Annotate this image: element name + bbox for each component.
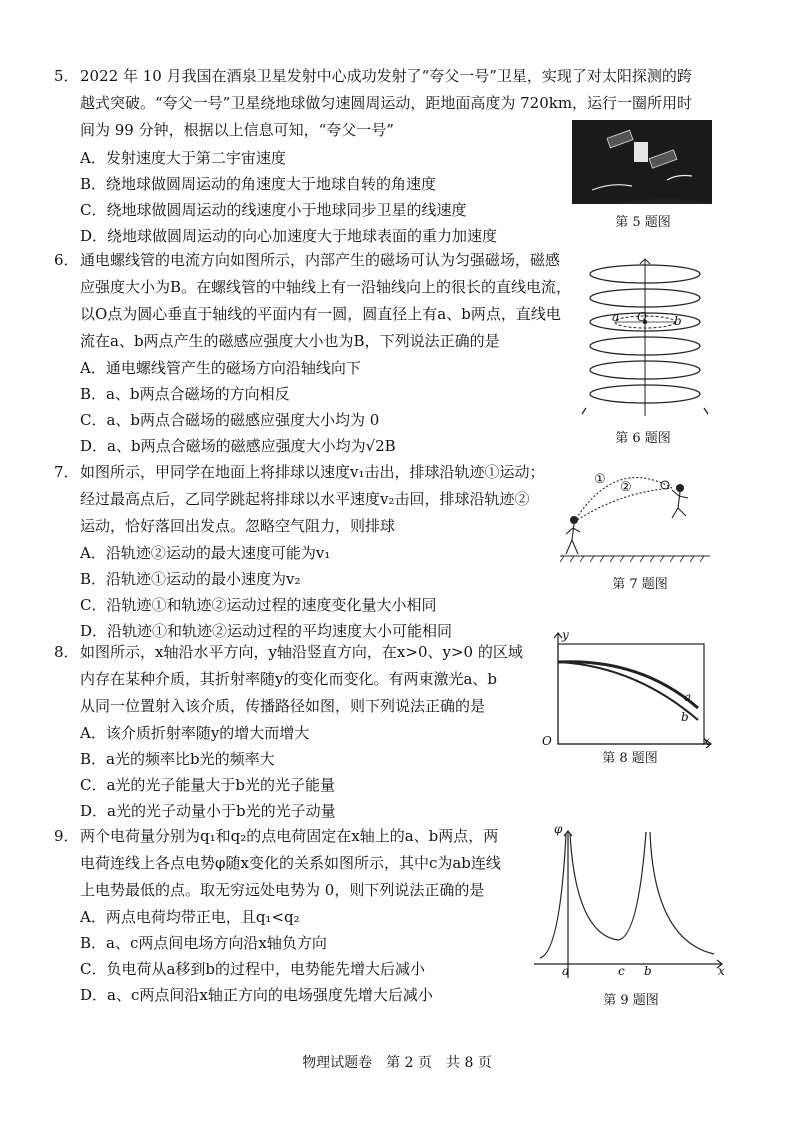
question-text-line: 从同一位置射入该介质，传播路径如图，则下列说法正确的是 — [80, 697, 486, 715]
question-text-line: 流在a、b两点产生的磁感应强度大小也为B，下列说法正确的是 — [80, 332, 500, 350]
question-number: 8． — [54, 643, 79, 661]
question-text-line: 如图所示，x轴沿水平方向，y轴沿竖直方向，在x>0、y>0 的区域 — [80, 643, 523, 661]
student-a-icon — [566, 517, 580, 555]
question-text-line: 应强度大小为B。在螺线管的中轴线上有一沿轴线向上的很长的直线电流， — [80, 278, 572, 296]
figure-8-caption: 第 8 题图 — [602, 751, 658, 766]
question-text-line: 内存在某种介质，其折射率随y的变化而变化。有两束激光a、b — [80, 670, 498, 688]
y-axis-label: y — [562, 628, 569, 642]
question-7 — [54, 460, 614, 642]
question-6 — [54, 248, 614, 460]
figure-5-caption: 第 5 题图 — [615, 215, 671, 230]
student-b-icon — [672, 485, 688, 519]
option-c: C．负电荷从a移到b的过程中，电势能先增大后减小 — [80, 960, 426, 978]
option-d: D．a、b两点合磁场的磁感应强度大小均为√2B — [80, 437, 396, 455]
point-o-label: O — [637, 310, 647, 324]
figure-9-caption: 第 9 题图 — [603, 993, 659, 1008]
question-text-line: 电荷连线上各点电势φ随x变化的关系如图所示，其中c为ab连线 — [80, 854, 501, 872]
point-a-label: a — [562, 964, 570, 978]
figure-9-potential-graph — [530, 822, 730, 982]
option-b: B．a、c两点间电场方向沿x轴负方向 — [80, 934, 327, 952]
point-b-label: b — [644, 964, 652, 978]
option-a: A．两点电荷均带正电，且q₁<q₂ — [80, 908, 300, 926]
question-8 — [54, 640, 614, 822]
option-c: C．a、b两点合磁场的磁感应强度大小均为 0 — [80, 411, 380, 429]
option-b: B．a、b两点合磁场的方向相反 — [80, 385, 290, 403]
option-c: C．沿轨迹①和轨迹②运动过程的速度变化量大小相同 — [80, 596, 437, 614]
figure-8-refraction — [540, 628, 715, 750]
point-c-label: c — [618, 964, 625, 978]
question-text-line: 运动，恰好落回出发点。忽略空气阻力，则排球 — [80, 517, 396, 535]
option-a: A．通电螺线管产生的磁场方向沿轴线向下 — [80, 359, 361, 377]
question-text-line: 越式突破。“夸父一号”卫星绕地球做匀速圆周运动，距地面高度为 720km，运行一圈所用时 — [80, 94, 693, 112]
option-d: D．a、c两点间沿x轴正方向的电场强度先增大后减小 — [80, 986, 433, 1004]
trajectory-2-label: ② — [620, 480, 632, 495]
point-a-label: a — [612, 310, 620, 324]
option-b: B．绕地球做圆周运动的角速度大于地球自转的角速度 — [80, 175, 437, 193]
question-text-line: 2022 年 10 月我国在酒泉卫星发射中心成功发射了“夸父一号”卫星，实现了对太阳探测的跨 — [80, 67, 692, 85]
question-text-line: 两个电荷量分别为q₁和q₂的点电荷固定在x轴上的a、b两点，两 — [80, 827, 499, 845]
x-axis-label: x — [703, 734, 710, 748]
figure-7-volleyball — [560, 468, 710, 568]
option-a: A．该介质折射率随y的增大而增大 — [80, 724, 310, 742]
question-text-line: 经过最高点后，乙同学跳起将排球以水平速度v₂击回，排球沿轨迹② — [80, 490, 530, 508]
question-text-line: 通电螺线管的电流方向如图所示，内部产生的磁场可认为匀强磁场，磁感 — [80, 251, 561, 269]
trajectory-1-label: ① — [594, 472, 606, 487]
question-number: 9． — [54, 827, 79, 845]
figure-5-satellite-photo — [572, 120, 712, 204]
beam-a-label: a — [684, 690, 692, 704]
option-b: B．沿轨迹①运动的最小速度为v₂ — [80, 570, 301, 588]
option-b: B．a光的频率比b光的频率大 — [80, 750, 275, 768]
option-a: A．发射速度大于第二宇宙速度 — [80, 149, 286, 167]
origin-label: O — [542, 734, 552, 748]
option-d: D．绕地球做圆周运动的向心加速度大于地球表面的重力加速度 — [80, 227, 498, 245]
x-axis-label: x — [718, 964, 725, 978]
option-d: D．a光的光子动量小于b光的光子动量 — [80, 802, 336, 820]
option-c: C．a光的光子能量大于b光的光子能量 — [80, 776, 336, 794]
phi-axis-label: φ — [554, 822, 563, 836]
question-text-line: 以O点为圆心垂直于轴线的平面内有一圆，圆直径上有a、b两点，直线电 — [80, 305, 561, 323]
point-b-label: b — [674, 314, 682, 328]
beam-b-label: b — [681, 710, 689, 724]
question-text-line: 上电势最低的点。取无穷远处电势为 0，则下列说法正确的是 — [80, 881, 485, 899]
figure-7-caption: 第 7 题图 — [612, 577, 668, 592]
page-footer: 物理试题卷 第 2 页 共 8 页 — [302, 1055, 492, 1071]
figure-6-caption: 第 6 题图 — [615, 431, 671, 446]
question-number: 5． — [54, 67, 79, 85]
question-text-line: 如图所示，甲同学在地面上将排球以速度v₁击出，排球沿轨迹①运动； — [80, 463, 545, 481]
question-number: 6． — [54, 251, 79, 269]
option-d: D．沿轨迹①和轨迹②运动过程的平均速度大小可能相同 — [80, 622, 453, 640]
option-a: A．沿轨迹②运动的最大速度可能为v₁ — [80, 544, 331, 562]
figure-6-solenoid — [580, 258, 710, 418]
question-number: 7． — [54, 463, 79, 481]
option-c: C．绕地球做圆周运动的线速度小于地球同步卫星的线速度 — [80, 201, 467, 219]
question-text-line: 间为 99 分钟，根据以上信息可知，“夸父一号” — [80, 121, 394, 139]
